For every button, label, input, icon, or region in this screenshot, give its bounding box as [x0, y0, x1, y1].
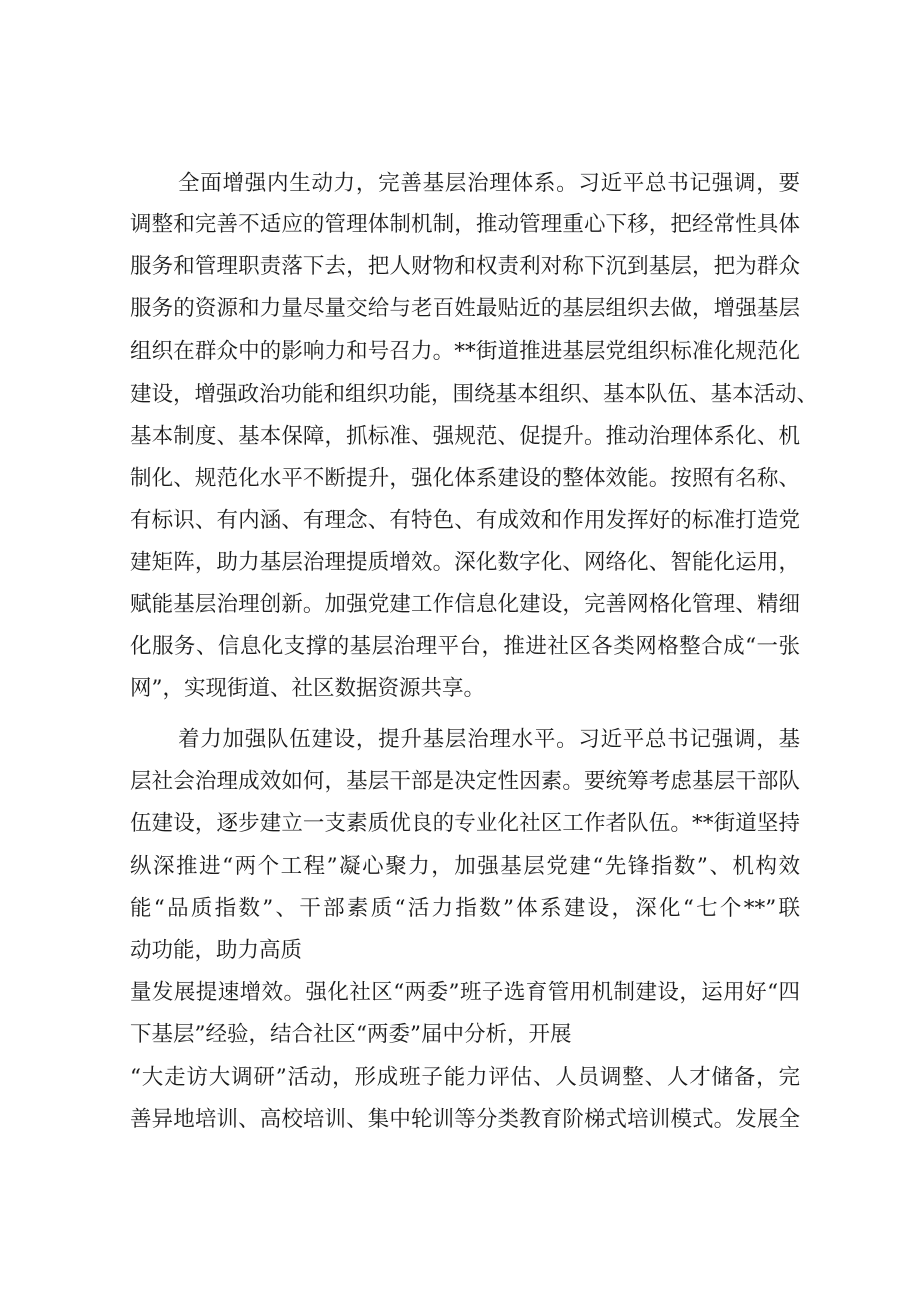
text-line: 网”，实现街道、社区数据资源共享。 — [130, 676, 485, 701]
text-line: 服务的资源和力量尽量交给与老百姓最贴近的基层组织去做，增强基层 — [130, 296, 800, 321]
text-line: 基本制度、基本保障，抓标准、强规范、促提升。推动治理体系化、机 — [130, 424, 800, 449]
text-line: 建矩阵，助力基层治理提质增效。深化数字化、网络化、智能化运用， — [130, 550, 800, 575]
text-line: 能“品质指数”、干部素质“活力指数”体系建设，深化“七个**”联 — [130, 896, 800, 921]
text-line: “大走访大调研”活动，形成班子能力评估、人员调整、人才储备，完 — [130, 1065, 800, 1090]
text-line: 下基层”经验，结合社区“两委”届中分析，开展 — [130, 1022, 572, 1047]
text-line: 组织在群众中的影响力和号召力。**街道推进基层党组织标准化规范化 — [130, 339, 800, 364]
text-line: 全面增强内生动力，完善基层治理体系。习近平总书记强调，要 — [178, 171, 800, 196]
text-line: 调整和完善不适应的管理体制机制，推动管理重心下移，把经常性具体 — [130, 212, 800, 237]
text-line: 层社会治理成效如何，基层干部是决定性因素。要统筹考虑基层干部队 — [130, 769, 800, 794]
text-line: 着力加强队伍建设，提升基层治理水平。习近平总书记强调，基 — [178, 727, 800, 752]
text-line: 纵深推进“两个工程”凝心聚力，加强基层党建“先锋指数”、机构效 — [130, 854, 800, 879]
text-line: 量发展提速增效。强化社区“两委”班子选育管用机制建设，运用好“四 — [130, 980, 800, 1005]
text-line: 赋能基层治理创新。加强党建工作信息化建设，完善网格化管理、精细 — [130, 592, 800, 617]
text-line: 建设，增强政治功能和组织功能，围绕基本组织、基本队伍、基本活动、 — [130, 382, 819, 407]
text-line: 服务和管理职责落下去，把人财物和权责利对称下沉到基层，把为群众 — [130, 254, 800, 279]
text-line: 有标识、有内涵、有理念、有特色、有成效和作用发挥好的标准打造党 — [130, 508, 800, 533]
text-line: 动功能，助力高质 — [130, 938, 303, 963]
text-line: 制化、规范化水平不断提升，强化体系建设的整体效能。按照有名称、 — [130, 466, 800, 491]
text-line: 善异地培训、高校培训、集中轮训等分类教育阶梯式培训模式。发展全 — [130, 1107, 800, 1132]
text-line: 化服务、信息化支撑的基层治理平台，推进社区各类网格整合成“一张 — [130, 634, 800, 659]
text-line: 伍建设，逐步建立一支素质优良的专业化社区工作者队伍。**街道坚持 — [130, 811, 800, 836]
